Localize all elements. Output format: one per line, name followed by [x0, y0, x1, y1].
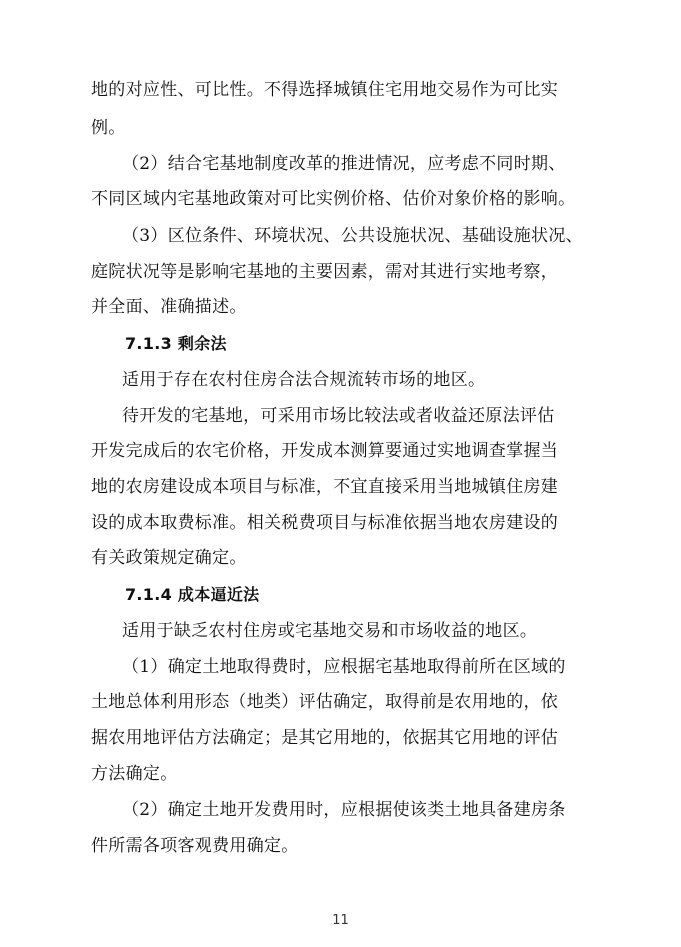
- text-line: 据农用地评估方法确定；是其它用地的，依据其它用地的评估: [91, 728, 559, 748]
- text-line: 设的成本取费标准。相关税费项目与标准依据当地农房建设的: [91, 513, 559, 533]
- text-line: 开发完成后的农宅价格，开发成本测算要通过实地调查掌握当: [91, 441, 559, 461]
- text-line: 地的对应性、可比性。不得选择城镇住宅用地交易作为可比实: [91, 80, 559, 100]
- text-line: （1）确定土地取得费时，应根据宅基地取得前所在区域的: [122, 657, 566, 677]
- text-line: 件所需各项客观费用确定。: [91, 836, 299, 856]
- text-line: 土地总体利用形态（地类）评估确定，取得前是农用地的，依: [91, 692, 559, 712]
- text-line: 方法确定。: [91, 764, 178, 784]
- text-line: （3）区位条件、环境状况、公共设施状况、基础设施状况、: [122, 226, 583, 246]
- text-line: （2）结合宅基地制度改革的推进情况，应考虑不同时期、: [122, 154, 566, 174]
- text-line: 有关政策规定确定。: [91, 548, 247, 568]
- section-heading-7-1-4: 7.1.4 成本逼近法: [125, 585, 260, 604]
- text-line: （2）确定土地开发费用时，应根据使该类土地具备建房条: [122, 800, 566, 820]
- text-line: 并全面、准确描述。: [91, 297, 247, 317]
- text-line: 适用于缺乏农村住房或宅基地交易和市场收益的地区。: [122, 621, 538, 641]
- text-line: 例。: [91, 118, 126, 138]
- section-heading-7-1-3: 7.1.3 剩余法: [125, 334, 227, 353]
- page-number: 11: [332, 913, 349, 928]
- text-line: 不同区域内宅基地政策对可比实例价格、估价对象价格的影响。: [91, 189, 576, 209]
- text-line: 待开发的宅基地，可采用市场比较法或者收益还原法评估: [122, 406, 555, 426]
- text-line: 适用于存在农村住房合法合规流转市场的地区。: [122, 370, 486, 390]
- text-line: 庭院状况等是影响宅基地的主要因素，需对其进行实地考察，: [91, 262, 559, 282]
- text-line: 地的农房建设成本项目与标准，不宜直接采用当地城镇住房建: [91, 477, 559, 497]
